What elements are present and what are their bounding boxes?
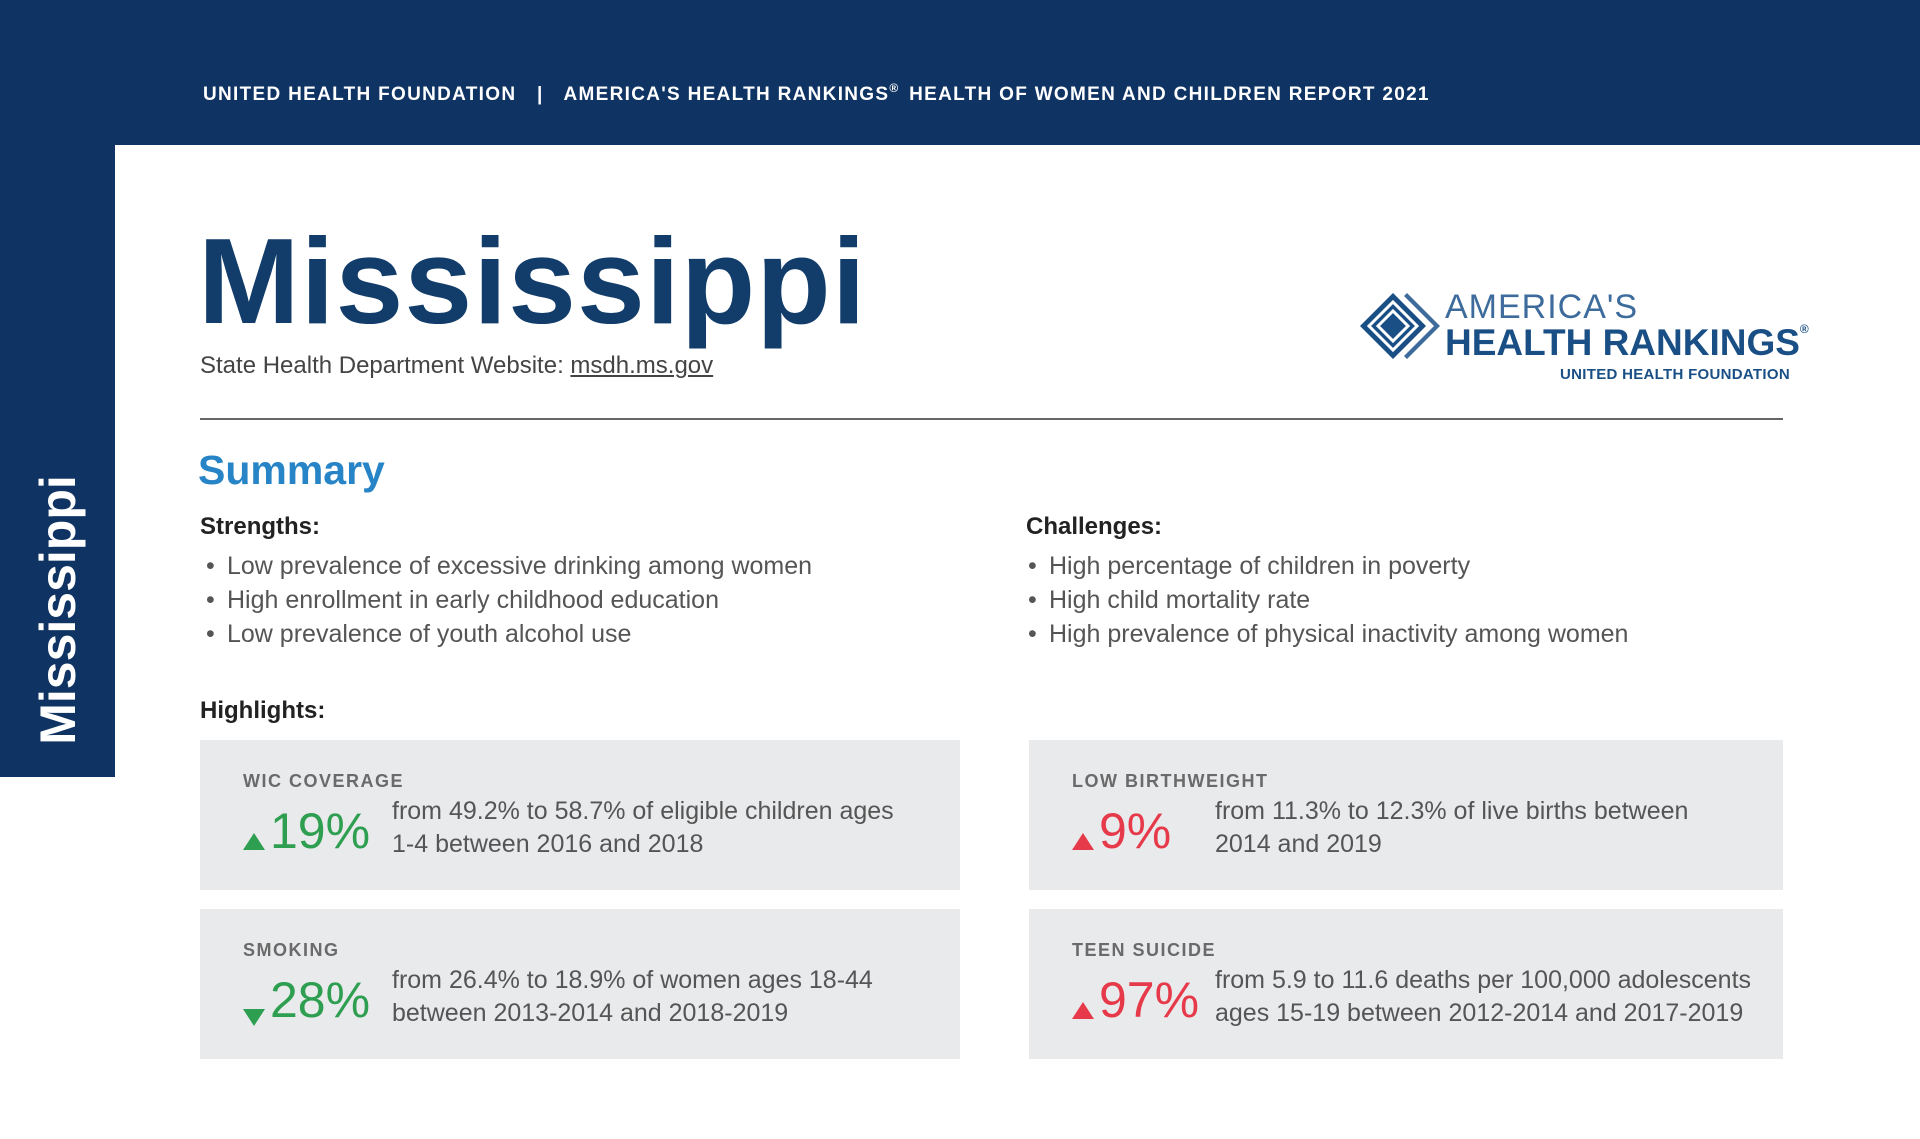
diamond-logo-icon	[1360, 293, 1440, 359]
strength-text: High enrollment in early childhood education	[227, 586, 719, 614]
list-item	[200, 583, 812, 617]
website-line	[200, 352, 713, 380]
header-report-post: HEALTH OF WOMEN AND CHILDREN REPORT 2021	[909, 84, 1430, 105]
bullet-dot: •	[206, 552, 215, 580]
report-header	[203, 81, 1430, 106]
side-tab-label: Mississippi	[30, 475, 86, 745]
header-report-pre: AMERICA'S HEALTH RANKINGS	[563, 84, 890, 105]
highlights-heading: Highlights:	[200, 697, 326, 724]
card-label: SMOKING	[243, 940, 340, 960]
card-description: from 49.2% to 58.7% of eligible children ages 1-4 between 2016 and 2018	[392, 797, 894, 858]
summary-heading: Summary	[198, 447, 385, 493]
strength-text: Low prevalence of excessive drinking among women	[227, 552, 813, 580]
challenges-list	[1022, 549, 1628, 651]
bullet-dot: •	[206, 586, 215, 614]
divider	[200, 418, 1783, 420]
strength-text: Low prevalence of youth alcohol use	[227, 620, 632, 648]
header-separator: |	[536, 84, 544, 105]
arrow-up-icon	[1072, 833, 1094, 850]
card-label: TEEN SUICIDE	[1072, 940, 1217, 960]
card-description: from 11.3% to 12.3% of live births between 2014 and 2019	[1215, 797, 1689, 858]
header-org: UNITED HEALTH FOUNDATION	[203, 84, 517, 105]
list-item	[200, 549, 812, 583]
logo-line-3: UNITED HEALTH FOUNDATION	[1560, 366, 1790, 383]
highlight-card-low-birthweight	[1029, 740, 1783, 890]
card-percent: 9%	[1099, 803, 1172, 859]
logo-registered-mark: ®	[1799, 322, 1809, 336]
arrow-up-icon	[1072, 1002, 1094, 1019]
card-description: from 5.9 to 11.6 deaths per 100,000 adolescents ages 15-19 between 2012-2014 and 2017-2019	[1215, 966, 1752, 1027]
side-tab	[0, 0, 115, 777]
challenges-heading: Challenges:	[1026, 513, 1163, 540]
strengths-list	[200, 549, 812, 651]
challenge-text: High percentage of children in poverty	[1049, 552, 1471, 580]
page-title: Mississippi	[198, 213, 867, 349]
top-banner	[0, 0, 1920, 145]
website-link[interactable]: msdh.ms.gov	[570, 352, 714, 379]
list-item	[200, 617, 812, 651]
card-label: LOW BIRTHWEIGHT	[1072, 771, 1269, 791]
logo-line-2	[1445, 322, 1809, 364]
arrow-up-icon	[243, 833, 265, 850]
highlight-card-wic	[200, 740, 960, 890]
ahr-logo	[1360, 288, 1809, 388]
challenge-text: High prevalence of physical inactivity among women	[1049, 620, 1629, 648]
highlight-card-smoking	[200, 909, 960, 1059]
card-percent: 97%	[1099, 972, 1200, 1028]
bullet-dot: •	[1028, 552, 1037, 580]
registered-mark: ®	[889, 81, 900, 95]
list-item	[1022, 549, 1628, 583]
card-description: from 26.4% to 18.9% of women ages 18-44 between 2013-2014 and 2018-2019	[392, 966, 873, 1027]
list-item	[1022, 617, 1628, 651]
bullet-dot: •	[206, 620, 215, 648]
card-percent: 19%	[270, 803, 371, 859]
logo-line-2-text: HEALTH RANKINGS	[1445, 322, 1800, 363]
logo-line-1: AMERICA'S	[1445, 288, 1639, 326]
arrow-down-icon	[243, 1009, 265, 1026]
strengths-heading: Strengths:	[200, 513, 320, 540]
list-item	[1022, 583, 1628, 617]
card-percent: 28%	[270, 972, 371, 1028]
website-label: State Health Department Website:	[200, 352, 564, 379]
bullet-dot: •	[1028, 620, 1037, 648]
challenge-text: High child mortality rate	[1049, 586, 1311, 614]
highlight-card-teen-suicide	[1029, 909, 1783, 1059]
card-label: WIC COVERAGE	[243, 771, 405, 791]
bullet-dot: •	[1028, 586, 1037, 614]
